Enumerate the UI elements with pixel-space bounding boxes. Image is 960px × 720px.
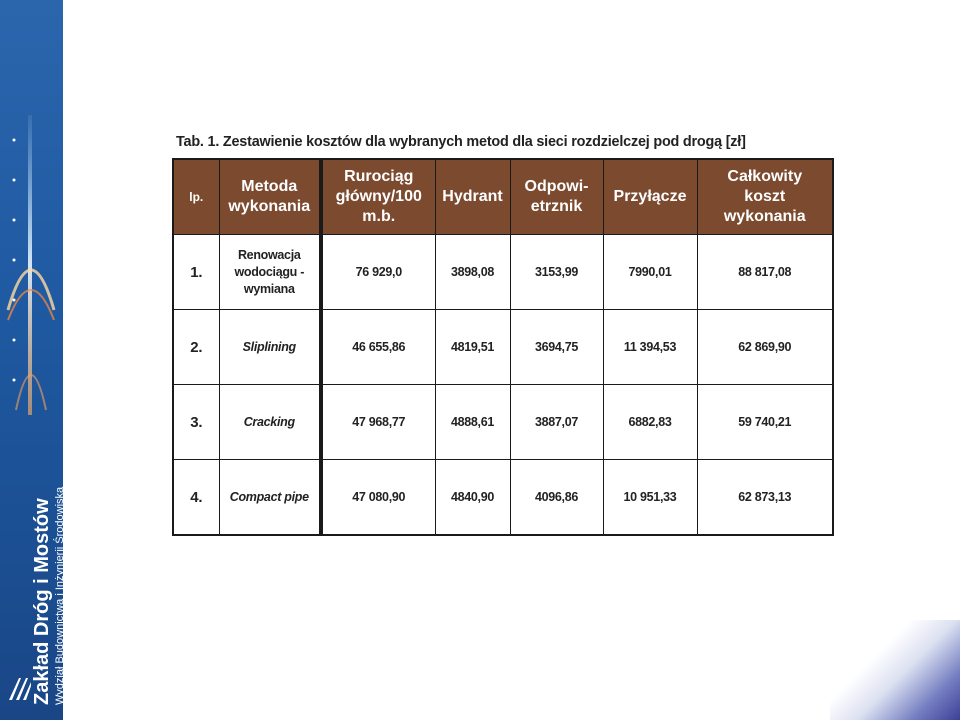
cell-rurociag: 76 929,0 [321,235,435,310]
university-logo-icon [7,676,33,702]
cell-calkowity: 62 873,13 [697,460,833,536]
cell-odpowietrznik: 3887,07 [510,385,603,460]
cell-rurociag: 47 080,90 [321,460,435,536]
cell-lp: 2. [173,310,219,385]
table-row [173,310,833,385]
sidebar-title-block [31,487,67,705]
header-przylacze: Przyłącze [603,159,697,235]
header-hydrant: Hydrant [435,159,510,235]
cell-calkowity: 62 869,90 [697,310,833,385]
cell-przylacze: 6882,83 [603,385,697,460]
cell-przylacze: 7990,01 [603,235,697,310]
header-odpowietrznik: Odpowi- etrznik [510,159,603,235]
table-caption: Tab. 1. Zestawienie kosztów dla wybranych metod dla sieci rozdzielczej pod drogą [zł] [176,134,746,150]
table-header-row [173,159,833,235]
header-calkowity: Całkowity koszt wykonania [697,159,833,235]
cell-hydrant: 4888,61 [435,385,510,460]
cell-metoda: Renowacja wodociągu - wymiana [219,235,321,310]
table-row [173,460,833,536]
sidebar-banner [0,0,66,720]
bridge-decoration-icon [6,110,56,430]
department-title: Zakład Dróg i Mostów [31,498,53,705]
cell-hydrant: 4819,51 [435,310,510,385]
table-row [173,385,833,460]
cell-odpowietrznik: 3694,75 [510,310,603,385]
cell-hydrant: 3898,08 [435,235,510,310]
cell-lp: 3. [173,385,219,460]
cell-odpowietrznik: 4096,86 [510,460,603,536]
cell-hydrant: 4840,90 [435,460,510,536]
corner-decoration [830,620,960,720]
cell-calkowity: 59 740,21 [697,385,833,460]
table-row [173,235,833,310]
cell-metoda: Cracking [219,385,321,460]
faculty-subtitle: Wydział Budownictwa i Inżynierii Środowiska [54,486,66,705]
cell-rurociag: 47 968,77 [321,385,435,460]
cell-odpowietrznik: 3153,99 [510,235,603,310]
cost-comparison-table [172,158,834,536]
cell-lp: 4. [173,460,219,536]
header-lp: lp. [173,159,219,235]
cell-metoda: Sliplining [219,310,321,385]
cell-rurociag: 46 655,86 [321,310,435,385]
cell-metoda: Compact pipe [219,460,321,536]
cell-lp: 1. [173,235,219,310]
header-metoda: Metoda wykonania [219,159,321,235]
cell-przylacze: 11 394,53 [603,310,697,385]
header-rurociag: Rurociąg główny/100 m.b. [321,159,435,235]
cell-calkowity: 88 817,08 [697,235,833,310]
cell-przylacze: 10 951,33 [603,460,697,536]
